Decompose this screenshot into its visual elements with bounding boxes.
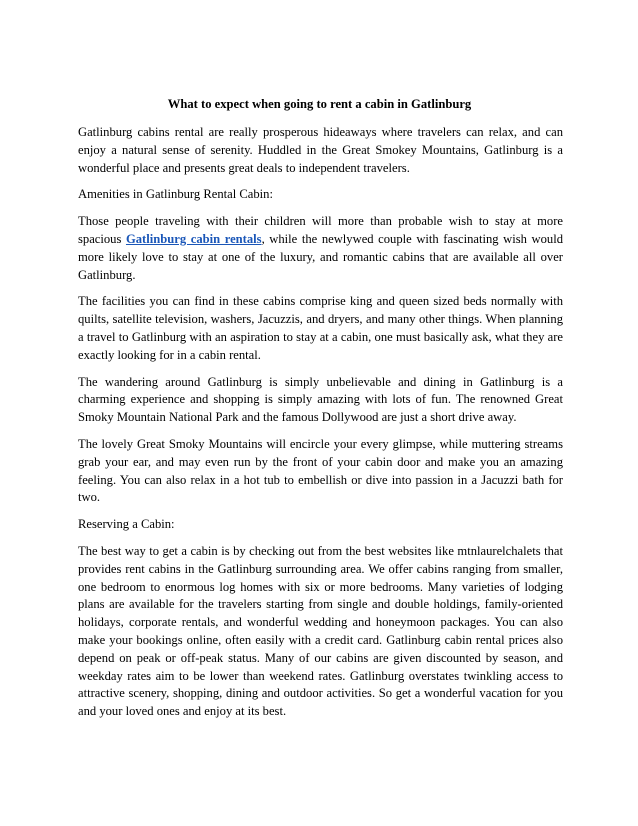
mountains-paragraph: The lovely Great Smoky Mountains will encircle your every glimpse, while muttering streams grab your ear, and may even run by the front of your cabin door and make you an amazing feeling. You can also relax in a hot tub to embellish or dive into passion in a Jacuzzi bath for two. <box>78 436 563 505</box>
document-title: What to expect when going to rent a cabin in Gatlinburg <box>167 97 472 111</box>
wandering-paragraph: The wandering around Gatlinburg is simply unbelievable and dining in Gatlinburg is a charming experience and shopping is simply amazing with lots of fun. The renowned Great Smoky Mountain National Park and the famous Dollywood are just a short drive away. <box>78 374 563 425</box>
amenities-heading: Amenities in Gatlinburg Rental Cabin: <box>78 187 273 202</box>
amenities-paragraph <box>78 213 563 284</box>
amenities-text-after: , while the newlywed couple with fascinating wish would more likely love to stay at one of the luxury, and romantic cabins that are available all over Gatlinburg. <box>78 231 563 282</box>
gatlinburg-cabin-rentals-link[interactable]: Gatlinburg cabin rentals <box>125 231 262 246</box>
intro-paragraph: Gatlinburg cabins rental are really prosperous hideaways where travelers can relax, and can enjoy a natural sense of serenity. Huddled in the Great Smokey Mountains, Gatlinburg is a wonderful place and presents great deals to independent travelers. <box>78 125 563 175</box>
facilities-paragraph: The facilities you can find in these cabins comprise king and queen sized beds normally with quilts, satellite television, washers, Jacuzzis, and dryers, and many other things. When planning a travel to Gatlinburg with an aspiration to stay at a cabin, one must basically ask, what they are exactly looking for in a cabin rental. <box>78 294 563 362</box>
reserving-heading: Reserving a Cabin: <box>78 517 175 532</box>
reserving-paragraph: The best way to get a cabin is by checking out from the best websites like mtnlaurelchalets that provides rent cabins in the Gatlinburg surrounding area. We offer cabins ranging from smaller, one bedroom to enormous log homes with six or more bedrooms. Many varieties of lodging plans are available for the travelers starting from single and double holdings, family-oriented holidays, corporate rentals, and wonderful wedding and honeymoon packages. You can also make your bookings online, often easily with a credit card. Gatlinburg cabin rental prices also depend on peak or off-peak status. Many of our cabins are given discounted by season, and weekday rates aim to be lower than weekend rates. Gatlinburg overstates twinkling access to attractive scenery, shopping, dining and outdoor activities. So get a wonderful vacation for you and your loved ones and enjoy at its best. <box>78 543 563 719</box>
amenities-text-before: Those people traveling with their children will more than probable wish to stay at more spacious <box>78 214 563 246</box>
